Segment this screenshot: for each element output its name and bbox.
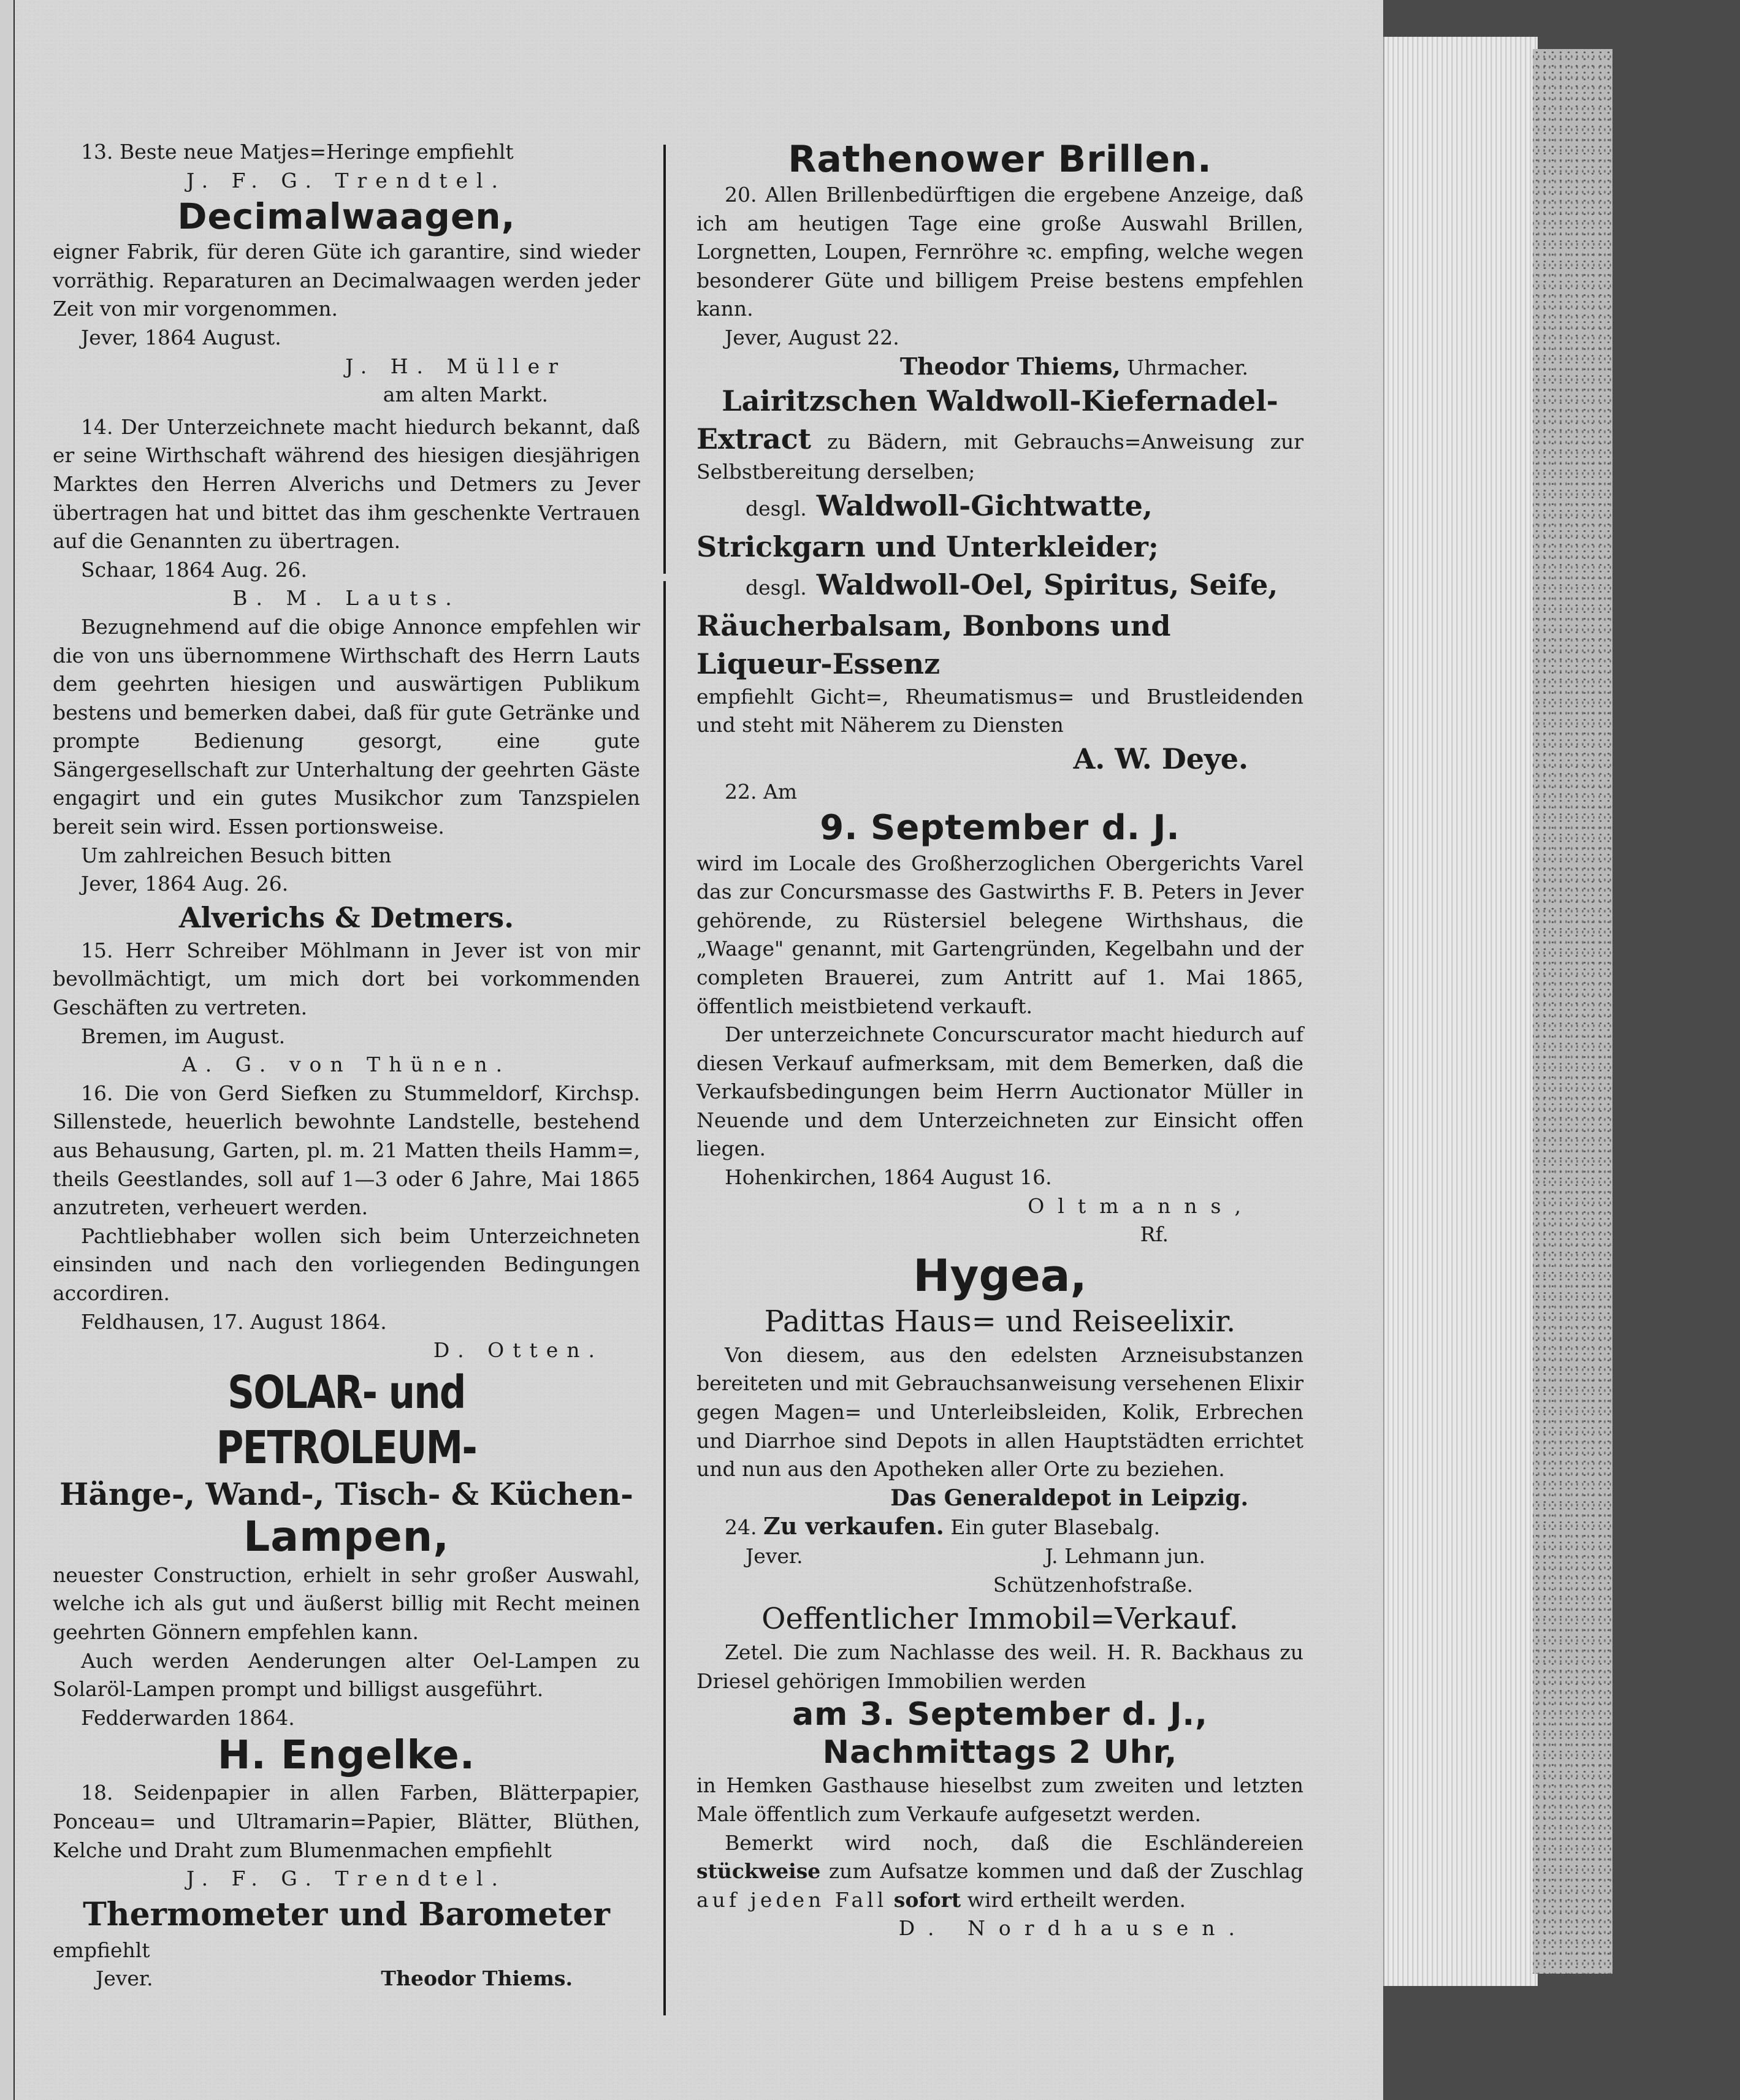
- ad-signer-note: Rf.: [1140, 1222, 1169, 1247]
- ad-place-date: Jever.: [746, 1544, 803, 1568]
- ad-text: eigner Fabrik, für deren Güte ich garantire, sind wieder vorräthig. Reparaturen an Decimalwaagen werden jeder Zeit von mir vorgenommen.: [53, 240, 640, 321]
- ad-item-text: Waldwoll-Oel, Spiritus, Seife, Räucherbalsam, Bonbons und Liqueur-Essenz: [696, 568, 1278, 680]
- ad-bold-text: Zu verkaufen.: [763, 1512, 944, 1540]
- ad-text: empfiehlt: [53, 1938, 150, 1962]
- ad-signer: Alverichs & Detmers.: [178, 900, 514, 934]
- ad-closing: Um zahlreichen Besuch bitten: [81, 843, 392, 867]
- ad-signer: Theodor Thiems,: [899, 352, 1121, 380]
- ad-18: [53, 1779, 640, 1893]
- ad-text: Zetel. Die zum Nachlasse des weil. H. R. Backhaus zu Driesel gehörigen Immobilien werden: [696, 1640, 1303, 1693]
- ad-text: neuester Construction, erhielt in sehr großer Auswahl, welche ich als gut und äußerst billig mit Recht meinen geehrten Gönnern empfehlen kann.: [53, 1562, 640, 1644]
- ad-13: [53, 138, 640, 195]
- ad-decimalwaagen: [53, 195, 640, 409]
- ad-place-date: Jever, August 22.: [725, 325, 899, 349]
- ad-text-line: [696, 420, 1303, 487]
- ad-signer: A. W. Deye.: [1073, 742, 1248, 775]
- ad-text: wird im Locale des Großherzoglichen Obergerichts Varel das zur Concursmasse des Gastwirths F. B. Peters in Jever gehörende, zu Rüstersiel belegene Wirthshaus, die „Waage" genannt, mit Gartengründen, Kegelbahn und der completen Brauerei, zum Antritt auf 1. Mai 1865, öffentlich meistbietend verkauft.: [696, 851, 1303, 1018]
- ad-heading: Hygea,: [913, 1249, 1087, 1301]
- ad-text: 14. Der Unterzeichnete macht hiedurch bekannt, daß er seine Wirthschaft während des hiesigen diesjährigen Marktes den Herren Alverichs und Detmers zu Jever übertragen hat und bittet das ihm geschenkte Vertrauen auf die Genannten zu übertragen.: [53, 414, 640, 554]
- ad-signer-note: Schützenhofstraße.: [993, 1572, 1193, 1597]
- ad-bold-text: sofort: [893, 1887, 961, 1912]
- ad-signer: D. Otten.: [433, 1338, 603, 1363]
- ad-text-line: [696, 1829, 1303, 1915]
- ad-heading: SOLAR- und PETROLEUM-: [216, 1366, 477, 1474]
- ad-place-date: Jever, 1864 Aug. 26.: [81, 872, 289, 896]
- ad-hygea: [696, 1249, 1303, 1513]
- newspaper-page: [15, 0, 1383, 2100]
- previous-page-edge: [0, 0, 16, 2100]
- ad-heading: Lampen,: [243, 1512, 450, 1561]
- ad-time: Nachmittags 2 Uhr,: [822, 1734, 1178, 1771]
- ad-text: Ein guter Blasebalg.: [950, 1515, 1161, 1540]
- ad-text: in Hemken Gasthause hieselbst zum zweiten und letzten Male öffentlich zum Verkaufe aufgesetzt werden.: [696, 1773, 1303, 1826]
- ad-place-date: Schaar, 1864 Aug. 26.: [81, 557, 307, 582]
- ad-text: zum Aufsatze kommen und daß der Zuschlag: [828, 1859, 1303, 1884]
- ad-spaced-text: auf jeden Fall: [696, 1887, 888, 1912]
- ad-place-date: Bremen, im August.: [81, 1024, 286, 1048]
- ad-date: am 3. September d. J.,: [792, 1696, 1208, 1733]
- ad-text: Bemerkt wird noch, daß die Eschländereien: [725, 1830, 1303, 1855]
- ad-signer-note: Uhrmacher.: [1127, 355, 1248, 379]
- ad-item: [696, 566, 1303, 683]
- ad-text: 16. Die von Gerd Siefken zu Stummeldorf, Kirchsp. Sillenstede, heuerlich bewohnte Landstelle, bestehend aus Behausung, Garten, pl. m. 21 Matten theils Hamm=, theils Geestlandes, soll auf 1—3 oder 6 Jahre, Mai 1865 anzutreten, verheuert werden.: [53, 1081, 640, 1220]
- ad-signer: Theodor Thiems.: [381, 1966, 573, 1991]
- ad-signer: J. H. Müller: [345, 354, 567, 378]
- ad-heading: Hänge-, Wand-, Tisch- & Küchen-: [59, 1475, 633, 1512]
- page-block-edges: [1383, 37, 1538, 1986]
- ad-24: [696, 1512, 1303, 1599]
- column-rule: [663, 581, 666, 2015]
- ad-place-date: Jever.: [96, 1966, 153, 1991]
- ad-rathenower-brillen: [696, 138, 1303, 382]
- ad-text: Pachtliebhaber wollen sich beim Unterzeichneten einsinden und nach den vorliegenden Bedingungen accordiren.: [53, 1223, 640, 1305]
- ad-item: [696, 487, 1303, 566]
- ad-heading: Lairitzschen Waldwoll-Kiefernadel-: [722, 384, 1278, 418]
- ad-signer: A. G. von Thünen.: [181, 1052, 511, 1077]
- ad-desgl: desgl.: [746, 575, 807, 599]
- ad-22: [696, 778, 1303, 1249]
- ad-heading: Extract: [696, 422, 812, 456]
- ad-place-date: Jever, 1864 August.: [81, 325, 281, 349]
- ad-subheading: Padittas Haus= und Reiseelixir.: [764, 1304, 1236, 1339]
- ad-place-date: Hohenkirchen, 1864 August 16.: [725, 1165, 1052, 1190]
- ad-text: 22. Am: [725, 779, 798, 804]
- ad-signer: Das Generaldepot in Leipzig.: [890, 1485, 1248, 1511]
- ad-signer-note: am alten Markt.: [383, 382, 548, 407]
- ad-16: [53, 1079, 640, 1365]
- ad-footer: [696, 1542, 1303, 1571]
- ad-date: 9. September d. J.: [820, 807, 1180, 848]
- ad-text: Bezugnehmend auf die obige Annonce empfehlen wir die von uns übernommene Wirthschaft des Herrn Lauts dem geehrten hiesigen und auswärtigen Publikum bestens und bemerken dabei, daß für gute Getränke und prompte Bedienung gesorgt, eine gute Sängergesellschaft zur Unterhaltung der geehrten Gäste engagirt und ein gutes Musikchor zum Tanzspielen bereit sein wird. Essen portionsweise.: [53, 614, 640, 839]
- ad-text: wird ertheilt werden.: [967, 1887, 1186, 1912]
- ad-signer: Oltmanns,: [1028, 1193, 1254, 1218]
- ad-signer: J. F. G. Trendtel.: [186, 1866, 507, 1891]
- ad-signer: J. Lehmann jun.: [1045, 1544, 1205, 1568]
- ad-footer: [53, 1965, 640, 1993]
- ad-bold-text: stückweise: [696, 1859, 821, 1884]
- ad-text: 18. Seidenpapier in allen Farben, Blätterpapier, Ponceau= und Ultramarin=Papier, Blätter, Blüthen, Kelche und Draht zum Blumenmachen empfiehlt: [53, 1781, 640, 1862]
- ad-signer: B. M. Lauts.: [232, 586, 460, 611]
- ad-item-text: Waldwoll-Gichtwatte, Strickgarn und Unterkleider;: [696, 489, 1159, 563]
- ad-text: empfiehlt Gicht=, Rheumatismus= und Brustleidenden und steht mit Näherem zu Diensten: [696, 684, 1303, 737]
- ad-lairitz: [696, 382, 1303, 778]
- ad-immobil-verkauf: [696, 1599, 1303, 1943]
- right-column: [696, 138, 1303, 1943]
- ad-heading: Oeffentlicher Immobil=Verkauf.: [761, 1602, 1238, 1637]
- ad-text-line: [696, 1512, 1303, 1542]
- ad-thermometer: [53, 1893, 640, 1993]
- ad-heading: Decimalwaagen,: [177, 196, 516, 238]
- ad-text: 20. Allen Brillenbedürftigen die ergebene Anzeige, daß ich am heutigen Tage eine große Auswahl Brillen, Lorgnetten, Loupen, Fernröhre ꝛc. empfing, welche wegen besonderer Güte und billigem Preise bestens empfehlen kann.: [696, 183, 1303, 321]
- ad-place-date: Fedderwarden 1864.: [81, 1705, 295, 1730]
- ad-place-date: Feldhausen, 17. August 1864.: [81, 1309, 387, 1334]
- ad-heading: Rathenower Brillen.: [788, 138, 1212, 181]
- ad-text: 13. Beste neue Matjes=Heringe empfiehlt: [81, 140, 514, 164]
- ad-text: Auch werden Aenderungen alter Oel-Lampen zu Solaröl-Lampen prompt und billigst ausgeführt.: [53, 1648, 640, 1702]
- ad-text: Von diesem, aus den edelsten Arzneisubstanzen bereiteten und mit Gebrauchsanweisung versehenen Elixir gegen Magen= und Unterleibsleiden, Kolik, Erbrechen und Diarrhoe sind Depots in allen Hauptstädten errichtet und nun aus den Apotheken aller Orte zu beziehen.: [696, 1342, 1303, 1482]
- ad-text: zu Bädern, mit Gebrauchs=Anweisung zur Selbstbereitung derselben;: [696, 430, 1303, 484]
- ad-signer: H. Engelke.: [217, 1733, 476, 1779]
- ad-desgl: desgl.: [746, 496, 807, 520]
- ad-heading: Thermometer und Barometer: [83, 1895, 610, 1933]
- column-rule: [663, 145, 666, 574]
- book-cover-edge: [1533, 49, 1612, 1974]
- ad-text: 15. Herr Schreiber Möhlmann in Jever ist von mir bevollmächtigt, um mich dort bei vorkommenden Geschäften zu vertreten.: [53, 938, 640, 1020]
- ad-solar-lampen: [53, 1365, 640, 1779]
- ad-14: [53, 413, 640, 937]
- ad-15: [53, 937, 640, 1079]
- left-column: [53, 138, 640, 1993]
- ad-text: Der unterzeichnete Concurscurator macht hiedurch auf diesen Verkauf aufmerksam, mit dem Bemerken, daß die Verkaufsbedingungen beim Herrn Auctionator Müller in Neuende und dem Unterzeichneten zur Einsicht offen liegen.: [696, 1022, 1303, 1161]
- ad-num: 24.: [725, 1515, 757, 1540]
- ad-signer: J. F. G. Trendtel.: [186, 168, 507, 192]
- ad-signer-line: [696, 352, 1303, 382]
- ad-signer: D. Nordhausen.: [898, 1916, 1248, 1941]
